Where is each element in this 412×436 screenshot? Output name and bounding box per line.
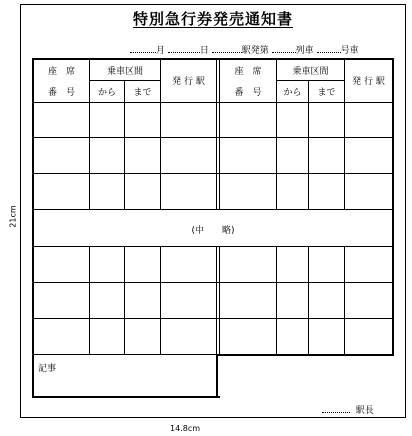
to-header-right: まで [317, 88, 336, 98]
seat-header-left-2: 番 号 [47, 88, 75, 98]
header-day: 日 [199, 46, 209, 56]
stationmaster-field [322, 403, 374, 416]
to-header-left: まで [133, 88, 152, 98]
station-header-left: 発 行 駅 [172, 77, 205, 87]
station-header-right: 発 行 駅 [352, 77, 385, 87]
header-car: 号車 [340, 46, 359, 56]
seat-header-left-1: 座 席 [47, 67, 75, 77]
stationmaster-label: 駅長 [355, 406, 374, 416]
section-header-left: 乗車区間 [106, 67, 143, 77]
seat-header-right-1: 座 席 [234, 67, 262, 77]
remarks-label: 記事 [38, 364, 57, 374]
seat-header-right-2: 番 号 [234, 88, 262, 98]
form-title: 特別急行券発売通知書 [132, 10, 293, 28]
section-header-right: 乗車区間 [292, 67, 329, 77]
width-dimension-label: 14.8cm [170, 424, 201, 433]
from-header-left: から [97, 88, 116, 98]
height-dimension-label: 21cm [8, 205, 18, 228]
omitted-section-note: (中 略) [191, 226, 235, 236]
header-train: 列車 [295, 46, 314, 56]
header-fields [130, 43, 359, 56]
from-header-right: から [283, 88, 302, 98]
header-station: 駅発第 [241, 46, 269, 56]
header-month: 月 [156, 46, 166, 56]
